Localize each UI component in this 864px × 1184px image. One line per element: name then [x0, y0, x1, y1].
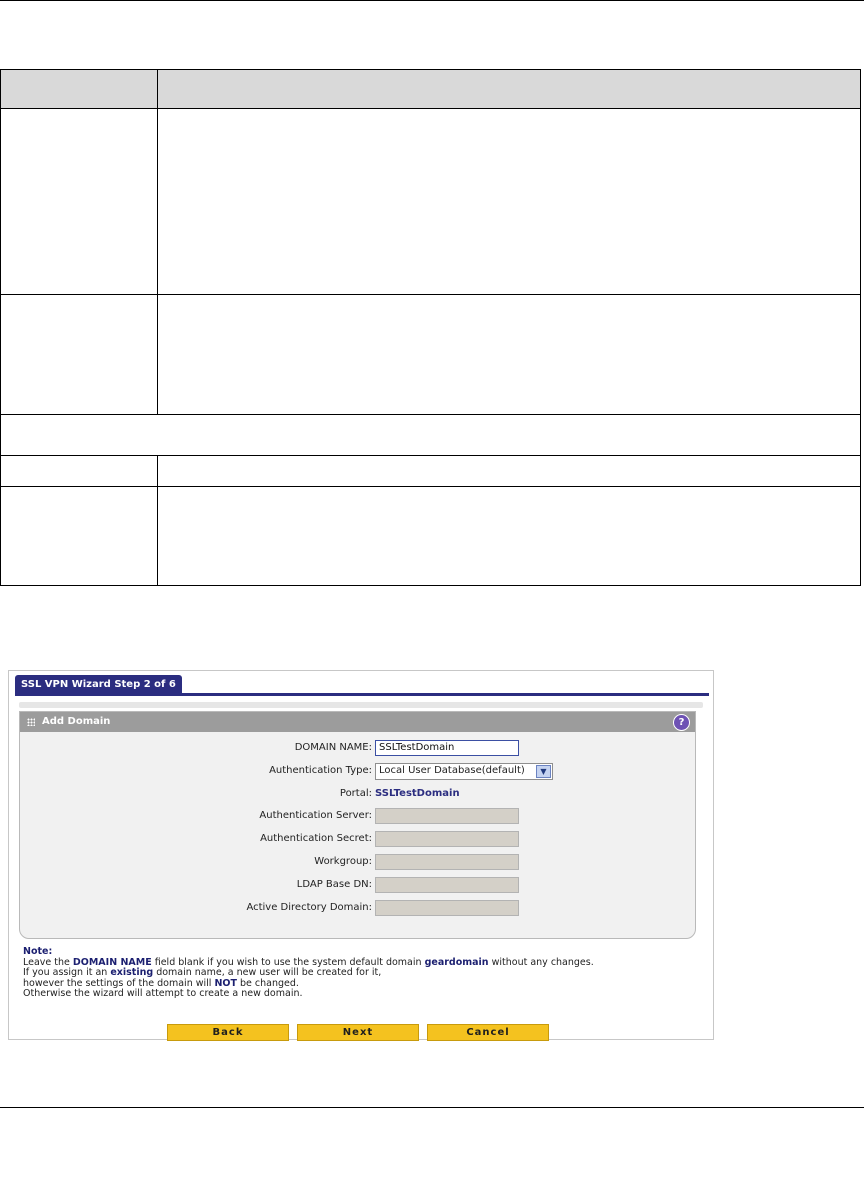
note-heading: Note:	[23, 946, 53, 957]
note-emphasis: geardomain	[424, 956, 489, 968]
next-button[interactable]: Next	[297, 1024, 419, 1041]
table-cell	[1, 456, 158, 487]
note-emphasis: existing	[110, 967, 154, 978]
table-row	[1, 456, 861, 487]
note-text: Leave the	[23, 956, 73, 968]
ldap-base-dn-input[interactable]	[375, 877, 519, 893]
table-row	[1, 109, 861, 295]
active-directory-domain-input[interactable]	[375, 900, 519, 916]
table-cell	[1, 109, 158, 295]
domain-name-label: DOMAIN NAME:	[294, 742, 372, 753]
portal-label: Portal:	[339, 788, 372, 799]
panel-header	[20, 712, 695, 732]
add-domain-panel	[19, 711, 696, 939]
ldap-base-dn-row	[20, 877, 695, 895]
portal-row	[20, 786, 695, 804]
authentication-server-label: Authentication Server:	[259, 810, 372, 821]
table-row	[1, 295, 861, 415]
authentication-server-row	[20, 808, 695, 826]
note-text: If you assign it an	[23, 967, 111, 978]
table-section-row	[1, 415, 861, 456]
note-line-4: Otherwise the wizard will attempt to create a new domain.	[23, 988, 303, 999]
note-emphasis: NOT	[214, 977, 237, 989]
wizard-step-tab[interactable]: SSL VPN Wizard Step 2 of 6	[15, 675, 182, 693]
workgroup-input[interactable]	[375, 854, 519, 870]
authentication-server-input[interactable]	[375, 808, 519, 824]
page-bottom-rule	[0, 1107, 864, 1108]
table-cell	[158, 487, 861, 586]
back-button[interactable]: Back	[167, 1024, 289, 1041]
ssl-vpn-wizard-screenshot	[8, 670, 714, 1040]
note-text: domain name, a new user will be created for it,	[153, 967, 382, 978]
table-cell	[158, 295, 861, 415]
help-icon[interactable]: ?	[673, 714, 690, 731]
page-top-rule	[0, 0, 864, 1]
grip-icon	[27, 718, 35, 726]
ldap-base-dn-label: LDAP Base DN:	[296, 879, 372, 890]
table-row	[1, 487, 861, 586]
table-header-cell	[158, 70, 861, 109]
wizard-note	[23, 947, 707, 1000]
note-emphasis: DOMAIN NAME	[72, 956, 152, 968]
workgroup-label: Workgroup:	[314, 856, 372, 867]
tab-underline	[15, 693, 709, 696]
domain-name-input[interactable]	[375, 740, 519, 756]
table-section-cell	[1, 415, 861, 456]
note-text: however the settings of the domain will	[23, 977, 215, 989]
authentication-secret-input[interactable]	[375, 831, 519, 847]
active-directory-domain-row	[20, 900, 695, 918]
settings-table	[0, 69, 861, 586]
panel-title: Add Domain	[42, 716, 111, 727]
chevron-down-icon[interactable]: ▼	[536, 765, 551, 778]
authentication-secret-row	[20, 831, 695, 849]
table-cell	[158, 109, 861, 295]
authentication-type-row	[20, 763, 695, 781]
authentication-type-label: Authentication Type:	[269, 765, 372, 776]
domain-name-value: SSLTestDomain	[379, 742, 455, 753]
table-cell	[158, 456, 861, 487]
authentication-type-value: Local User Database(default)	[379, 765, 525, 776]
note-text: field blank if you wish to use the system default domain	[151, 956, 425, 968]
portal-value: SSLTestDomain	[375, 788, 460, 799]
domain-name-row	[20, 740, 695, 758]
table-cell	[1, 295, 158, 415]
table-header-row	[1, 70, 861, 109]
table-cell	[1, 487, 158, 586]
table-header-cell	[1, 70, 158, 109]
cancel-button[interactable]: Cancel	[427, 1024, 549, 1041]
note-text: be changed.	[236, 977, 299, 989]
sub-band	[19, 702, 703, 708]
active-directory-domain-label: Active Directory Domain:	[246, 902, 372, 913]
note-text: without any changes.	[488, 956, 594, 968]
workgroup-row	[20, 854, 695, 872]
authentication-type-select[interactable]	[375, 763, 553, 780]
authentication-secret-label: Authentication Secret:	[260, 833, 372, 844]
